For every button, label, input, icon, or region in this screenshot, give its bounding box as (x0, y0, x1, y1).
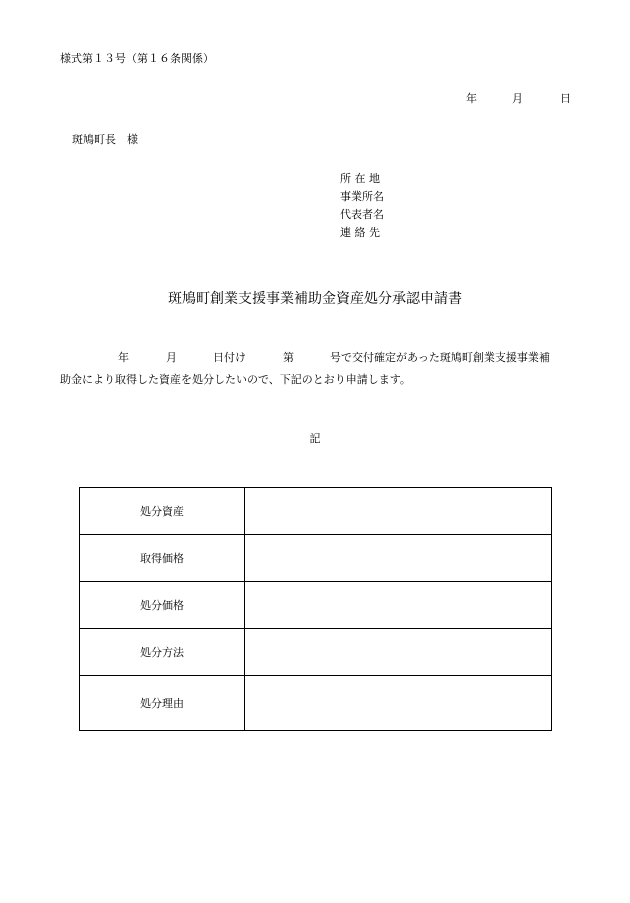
date-month: 月 (512, 92, 523, 105)
row-label: 処分資産 (80, 488, 245, 535)
row-label: 取得価格 (80, 535, 245, 582)
address-label: 所 在 地 (340, 172, 380, 185)
body-line-1 (60, 349, 570, 365)
body-line1-rest: 号で交付確定があった斑鳩町創業支援事業補 (330, 351, 550, 364)
row-value-field[interactable] (245, 582, 552, 629)
row-label: 処分価格 (80, 582, 245, 629)
row-value-field[interactable] (245, 535, 552, 582)
addressee: 斑鳩町長 様 (72, 133, 138, 146)
table-row (80, 629, 552, 676)
date-year: 年 (466, 92, 477, 105)
table-row (80, 488, 552, 535)
body-no: 第 (283, 351, 294, 364)
body-line-2: 助金により取得した資産を処分したいので、下記のとおり申請します。 (60, 373, 411, 386)
date-day: 日 (560, 92, 571, 105)
table-row (80, 676, 552, 731)
disposal-table (79, 487, 552, 731)
body-dated: 日付け (213, 351, 246, 364)
row-label: 処分方法 (80, 629, 245, 676)
row-label: 処分理由 (80, 676, 245, 731)
table-row (80, 582, 552, 629)
row-value-field[interactable] (245, 488, 552, 535)
row-value-field[interactable] (245, 629, 552, 676)
applicant-block (340, 170, 384, 242)
office-label: 事業所名 (340, 190, 384, 203)
body-year: 年 (118, 351, 129, 364)
document-title: 斑鳩町創業支援事業補助金資産処分承認申請書 (168, 291, 462, 307)
ki-heading: 記 (309, 432, 321, 445)
representative-label: 代表者名 (340, 208, 384, 221)
body-month: 月 (166, 351, 177, 364)
row-value-field[interactable] (245, 676, 552, 731)
contact-label: 連 絡 先 (340, 226, 380, 239)
form-number: 様式第１３号（第１６条関係） (60, 52, 214, 65)
table-row (80, 535, 552, 582)
